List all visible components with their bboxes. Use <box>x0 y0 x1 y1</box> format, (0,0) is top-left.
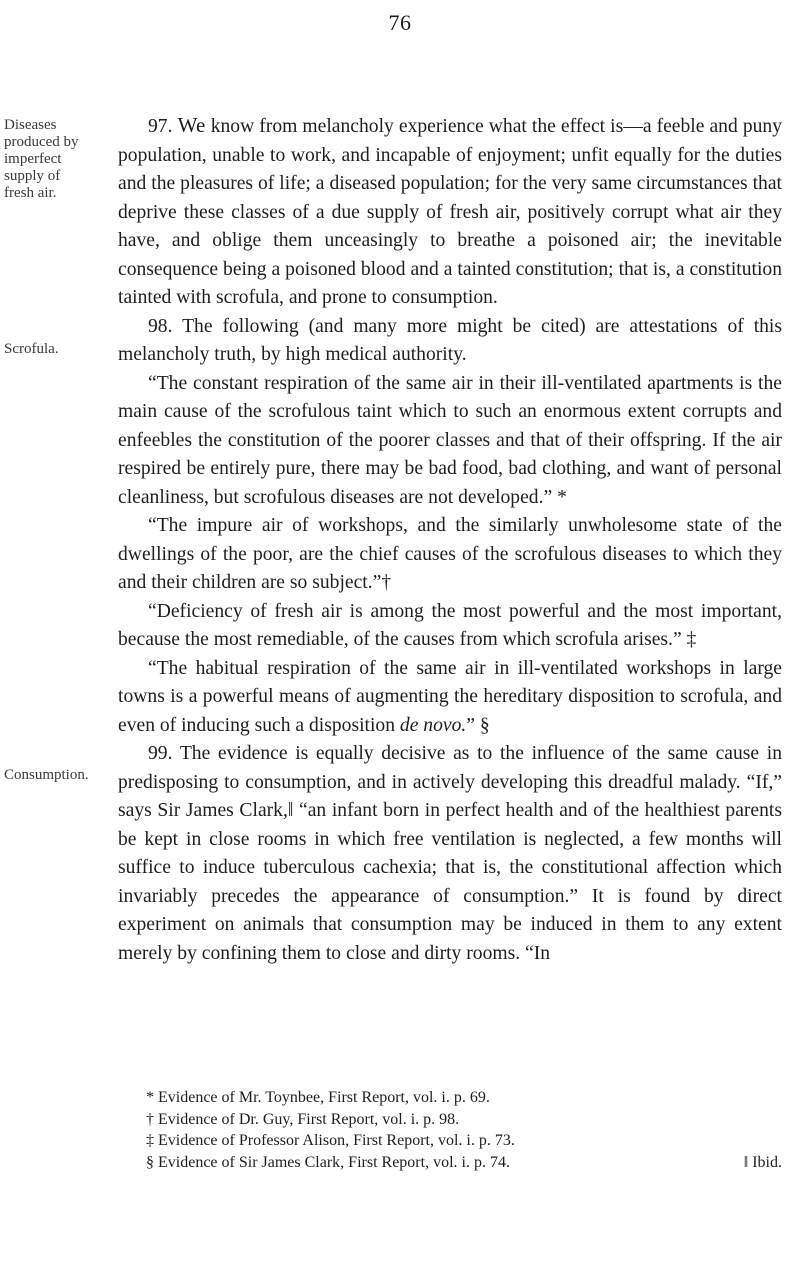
footnote: ‡ Evidence of Professor Alison, First Report, vol. i. p. 73. <box>146 1132 515 1149</box>
footnote-ibid: ‖ Ibid. <box>743 1153 782 1171</box>
paragraph-97 <box>118 111 782 313</box>
margin-note-line: Scrofula. <box>4 341 59 357</box>
paragraph-text: The evidence is equally decisive as to the influence of the same cause in predisposing to consumption, and in actively developing this dreadful malady. “If,” says Sir James Clark,‖ “an infant born in perfect health and of the healthiest parents be kept in close rooms in which free ventilation is neglected, a few months will suffice to induce tuberculous cachexia; that is, the constitutional affection which invariably precedes the appearance of consumption.” It is found by direct experiment on animals that consumption may be induced in them to any extent merely by confining them to close and dirty rooms. “In <box>118 743 782 964</box>
paragraph-text: The following (and many more might be cited) are attestations of this melancholy truth, by high medical authority. <box>118 315 783 365</box>
quotation-italic: de novo. <box>399 714 467 736</box>
quotation-text: “The habitual respiration of the same air in ill-ventilated workshops in large towns is a powerful means of augmenting the hereditary disposition to scrofula, and even of inducing such a disposition <box>118 657 782 736</box>
paragraph-number: 99. <box>148 743 173 764</box>
quotation-4 <box>118 655 782 741</box>
margin-note-line: Consumption. <box>4 767 89 783</box>
footnotes <box>118 1087 782 1173</box>
footnote-text: § Evidence of Sir James Clark, First Report, vol. i. p. 74. <box>146 1153 510 1171</box>
footnote: * Evidence of Mr. Toynbee, First Report, vol. i. p. 69. <box>146 1089 490 1106</box>
quotation-3: “Deficiency of fresh air is among the most powerful and the most important, because the most remediable, of the causes from which scrofula arises.” ‡ <box>118 600 782 650</box>
body-text <box>118 111 782 968</box>
margin-note-line: fresh air. <box>4 185 57 201</box>
lead-word: We <box>177 113 206 137</box>
paragraph-99 <box>118 740 782 968</box>
page-number: 76 <box>388 10 412 35</box>
margin-note-scrofula <box>4 341 96 358</box>
margin-note-line: produced by <box>4 134 79 150</box>
margin-note-diseases <box>4 117 96 202</box>
quotation-1: “The constant respiration of the same air in their ill-ventilated apartments is the main cause of the scrofulous taint which to such an enormous extent corrupts and enfeebles the constitution of the poorer classes and that of their offspring. If the air respired be entirely pure, there may be bad food, bad clothing, and want of personal cleanliness, but scrofulous diseases are not developed.” * <box>118 372 782 508</box>
paragraph-98 <box>118 313 782 370</box>
quotation-2: “The impure air of workshops, and the similarly unwholesome state of the dwellings of the poor, are the chief causes of the scrofulous diseases to which they and their children are so subject.”† <box>118 515 782 593</box>
quotation-end: ” § <box>466 714 490 736</box>
paragraph-number: 97. <box>148 116 173 137</box>
margin-note-line: supply of <box>4 168 61 184</box>
footnote: † Evidence of Dr. Guy, First Report, vol. i. p. 98. <box>146 1110 460 1128</box>
margin-note-consumption <box>4 767 96 784</box>
paragraph-number: 98. <box>148 315 173 337</box>
margin-note-line: Diseases <box>4 117 57 133</box>
paragraph-text: know from melancholy experience what the effect is—a feeble and puny population, unable to work, and incapable of enjoyment; unfit equally for the duties and the pleasures of life; a diseased population; for the very same circumstances that deprive these classes of a due supply of fresh air, positively corrupt what air they have, and oblige them unceasingly to breathe a poisoned air; the inevitable consequence being a poisoned blood and a tainted constitution; that is, a constitution tainted with scrofula, and prone to consumption. <box>118 116 783 308</box>
margin-note-line: imperfect <box>4 151 62 167</box>
footnote <box>118 1152 782 1174</box>
